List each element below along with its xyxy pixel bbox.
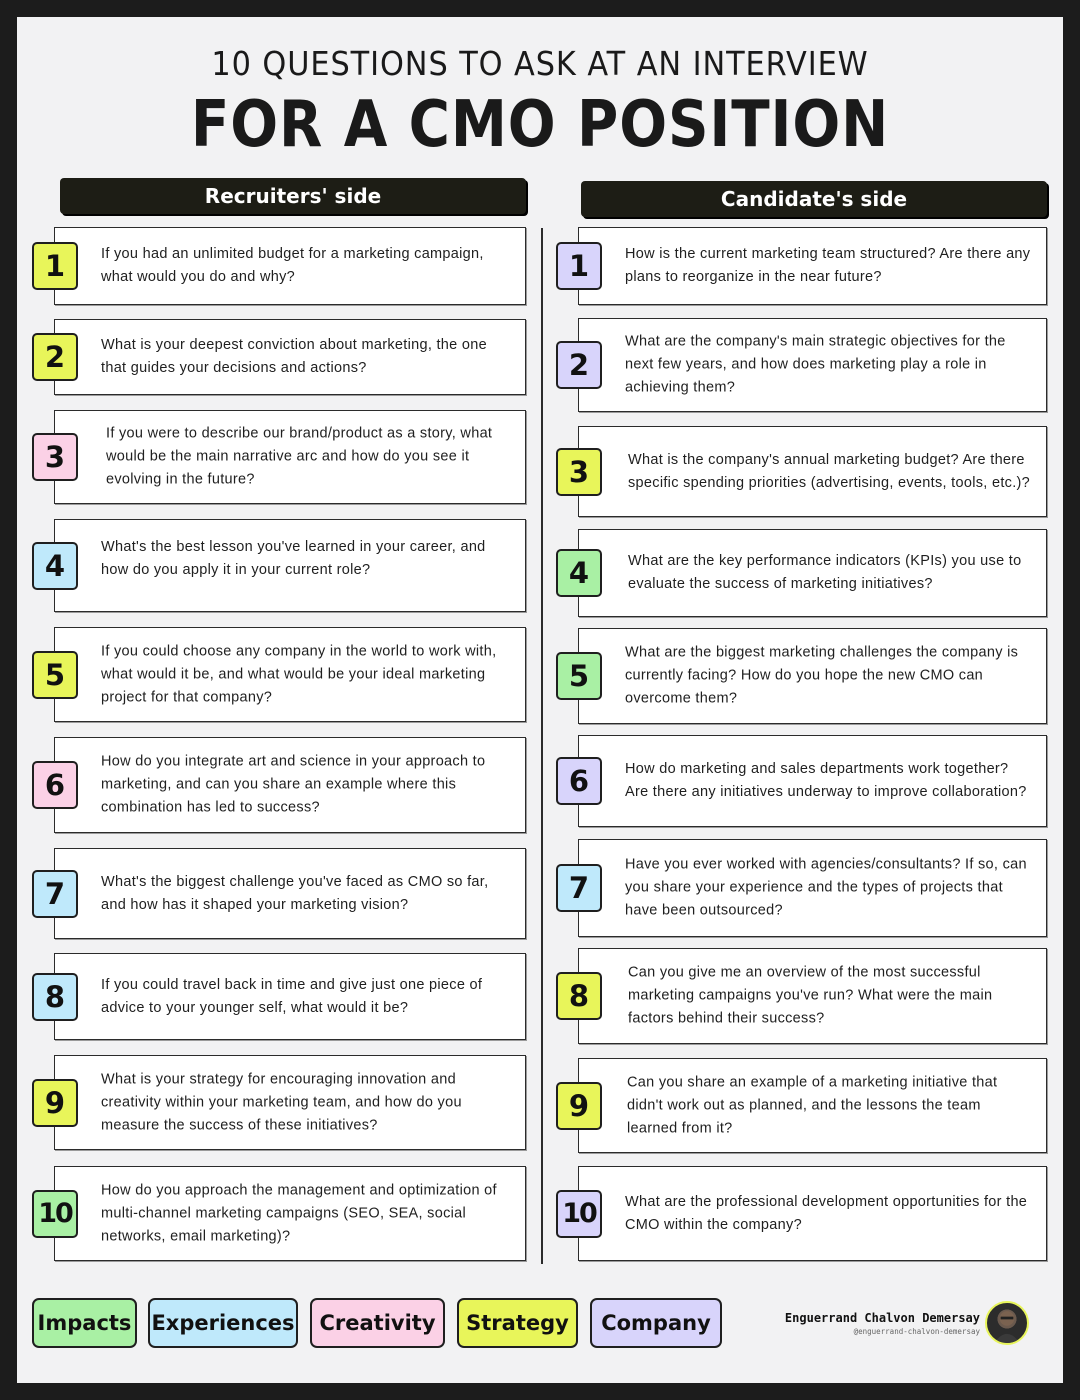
question-number-badge: 5 bbox=[556, 652, 602, 700]
candidate-question-3 bbox=[556, 426, 1047, 517]
title-top: 10 QUESTIONS TO ASK AT AN INTERVIEW bbox=[211, 44, 869, 83]
question-number-badge: 3 bbox=[32, 433, 78, 481]
question-number-badge: 2 bbox=[556, 341, 602, 389]
recruiter-question-3 bbox=[32, 410, 526, 504]
question-number-badge: 3 bbox=[556, 448, 602, 496]
candidate-question-9 bbox=[556, 1058, 1047, 1153]
question-text: Can you share an example of a marketing initiative that didn't work out as planned, and the lessons the team learned from it? bbox=[627, 1074, 998, 1136]
author-block bbox=[760, 1311, 980, 1336]
candidate-question-1 bbox=[556, 227, 1047, 305]
question-text: What's the biggest challenge you've faced as CMO so far, and how has it shaped your marketing vision? bbox=[101, 873, 489, 913]
question-text: What is the company's annual marketing budget? Are there specific spending priorities (advertising, events, tools, etc.)? bbox=[628, 451, 1031, 491]
question-text: How do marketing and sales departments work together? Are there any initiatives underway to improve collaboration? bbox=[625, 761, 1027, 800]
candidate-question-8 bbox=[556, 948, 1047, 1044]
legend-creativity: Creativity bbox=[310, 1298, 445, 1348]
question-number-badge: 10 bbox=[32, 1190, 78, 1238]
question-number-badge: 10 bbox=[556, 1190, 602, 1238]
question-text: Can you give me an overview of the most successful marketing campaigns you've run? What were the main factors behind their success? bbox=[628, 964, 993, 1027]
legend-impacts: Impacts bbox=[32, 1298, 137, 1348]
recruiter-question-9 bbox=[32, 1055, 526, 1150]
question-number-badge: 9 bbox=[32, 1079, 78, 1127]
question-number-badge: 7 bbox=[556, 864, 602, 912]
author-name: Enguerrand Chalvon Demersay bbox=[784, 1311, 980, 1325]
question-number-badge: 9 bbox=[556, 1082, 602, 1130]
question-number-badge: 4 bbox=[556, 549, 602, 597]
person-icon bbox=[987, 1303, 1027, 1343]
candidate-question-4 bbox=[556, 529, 1047, 617]
column-divider bbox=[541, 228, 543, 1264]
recruiter-question-2 bbox=[32, 319, 526, 395]
question-text: If you had an unlimited budget for a marketing campaign, what would you do and why? bbox=[101, 246, 484, 285]
legend-experiences: Experiences bbox=[148, 1298, 298, 1348]
question-number-badge: 6 bbox=[556, 757, 602, 805]
candidate-question-10 bbox=[556, 1166, 1047, 1261]
recruiter-question-7 bbox=[32, 848, 526, 939]
recruiter-question-4 bbox=[32, 519, 526, 612]
question-text: How is the current marketing team structured? Are there any plans to reorganize in the near future? bbox=[625, 246, 1031, 285]
author-handle: @enguerrand-chalvon-demersay bbox=[853, 1327, 980, 1336]
question-number-badge: 8 bbox=[32, 973, 78, 1021]
question-number-badge: 8 bbox=[556, 972, 602, 1020]
question-number-badge: 1 bbox=[556, 242, 602, 290]
question-text: What are the key performance indicators (KPIs) you use to evaluate the success of marketing initiatives? bbox=[628, 553, 1022, 592]
recruiter-question-6 bbox=[32, 737, 526, 833]
question-number-badge: 4 bbox=[32, 542, 78, 590]
question-text: If you could choose any company in the world to work with, what would it be, and what would be your ideal marketing project for that company? bbox=[101, 643, 497, 705]
avatar bbox=[985, 1301, 1029, 1345]
page-title: FOR A CMO POSITION bbox=[190, 88, 890, 162]
question-text: How do you integrate art and science in your approach to marketing, and can you share an example where this combination has led to success? bbox=[101, 753, 486, 816]
question-text: Have you ever worked with agencies/consultants? If so, can you share your experience and the types of projects that have been outsourced? bbox=[625, 856, 1027, 919]
question-text: What is your strategy for encouraging innovation and creativity within your marketing team, and how do you measure the success of these initiatives? bbox=[101, 1071, 462, 1133]
candidate-question-7 bbox=[556, 839, 1047, 937]
question-number-badge: 6 bbox=[32, 761, 78, 809]
recruiters-header: Recruiters' side bbox=[60, 178, 526, 214]
question-text: How do you approach the management and optimization of multi-channel marketing campaigns (SEO, SEA, social networks, email marketing)? bbox=[101, 1182, 497, 1244]
recruiter-question-1 bbox=[32, 227, 526, 305]
candidate-question-2 bbox=[556, 318, 1047, 412]
question-text: What are the professional development opportunities for the CMO within the company? bbox=[625, 1193, 1028, 1233]
candidate-header: Candidate's side bbox=[581, 181, 1047, 217]
question-text: What's the best lesson you've learned in your career, and how do you apply it in your current role? bbox=[101, 538, 486, 578]
question-text: What is your deepest conviction about marketing, the one that guides your decisions and actions? bbox=[101, 337, 487, 376]
question-number-badge: 5 bbox=[32, 651, 78, 699]
legend-company: Company bbox=[590, 1298, 722, 1348]
question-text: What are the biggest marketing challenges the company is currently facing? How do you hope the new CMO can overcome them? bbox=[625, 644, 1019, 707]
recruiter-question-10 bbox=[32, 1166, 526, 1261]
legend-strategy: Strategy bbox=[457, 1298, 578, 1348]
question-number-badge: 7 bbox=[32, 870, 78, 918]
question-text: If you could travel back in time and give just one piece of advice to your younger self, what would it be? bbox=[101, 976, 483, 1016]
question-text: If you were to describe our brand/product as a story, what would be the main narrative arc and how do you see it evolving in the future? bbox=[106, 425, 493, 488]
recruiter-question-8 bbox=[32, 953, 526, 1040]
question-number-badge: 1 bbox=[32, 242, 78, 290]
question-number-badge: 2 bbox=[32, 333, 78, 381]
candidate-question-6 bbox=[556, 735, 1047, 827]
recruiter-question-5 bbox=[32, 627, 526, 722]
question-text: What are the company's main strategic objectives for the next few years, and how does marketing play a role in achieving them? bbox=[625, 333, 1006, 396]
candidate-question-5 bbox=[556, 628, 1047, 724]
